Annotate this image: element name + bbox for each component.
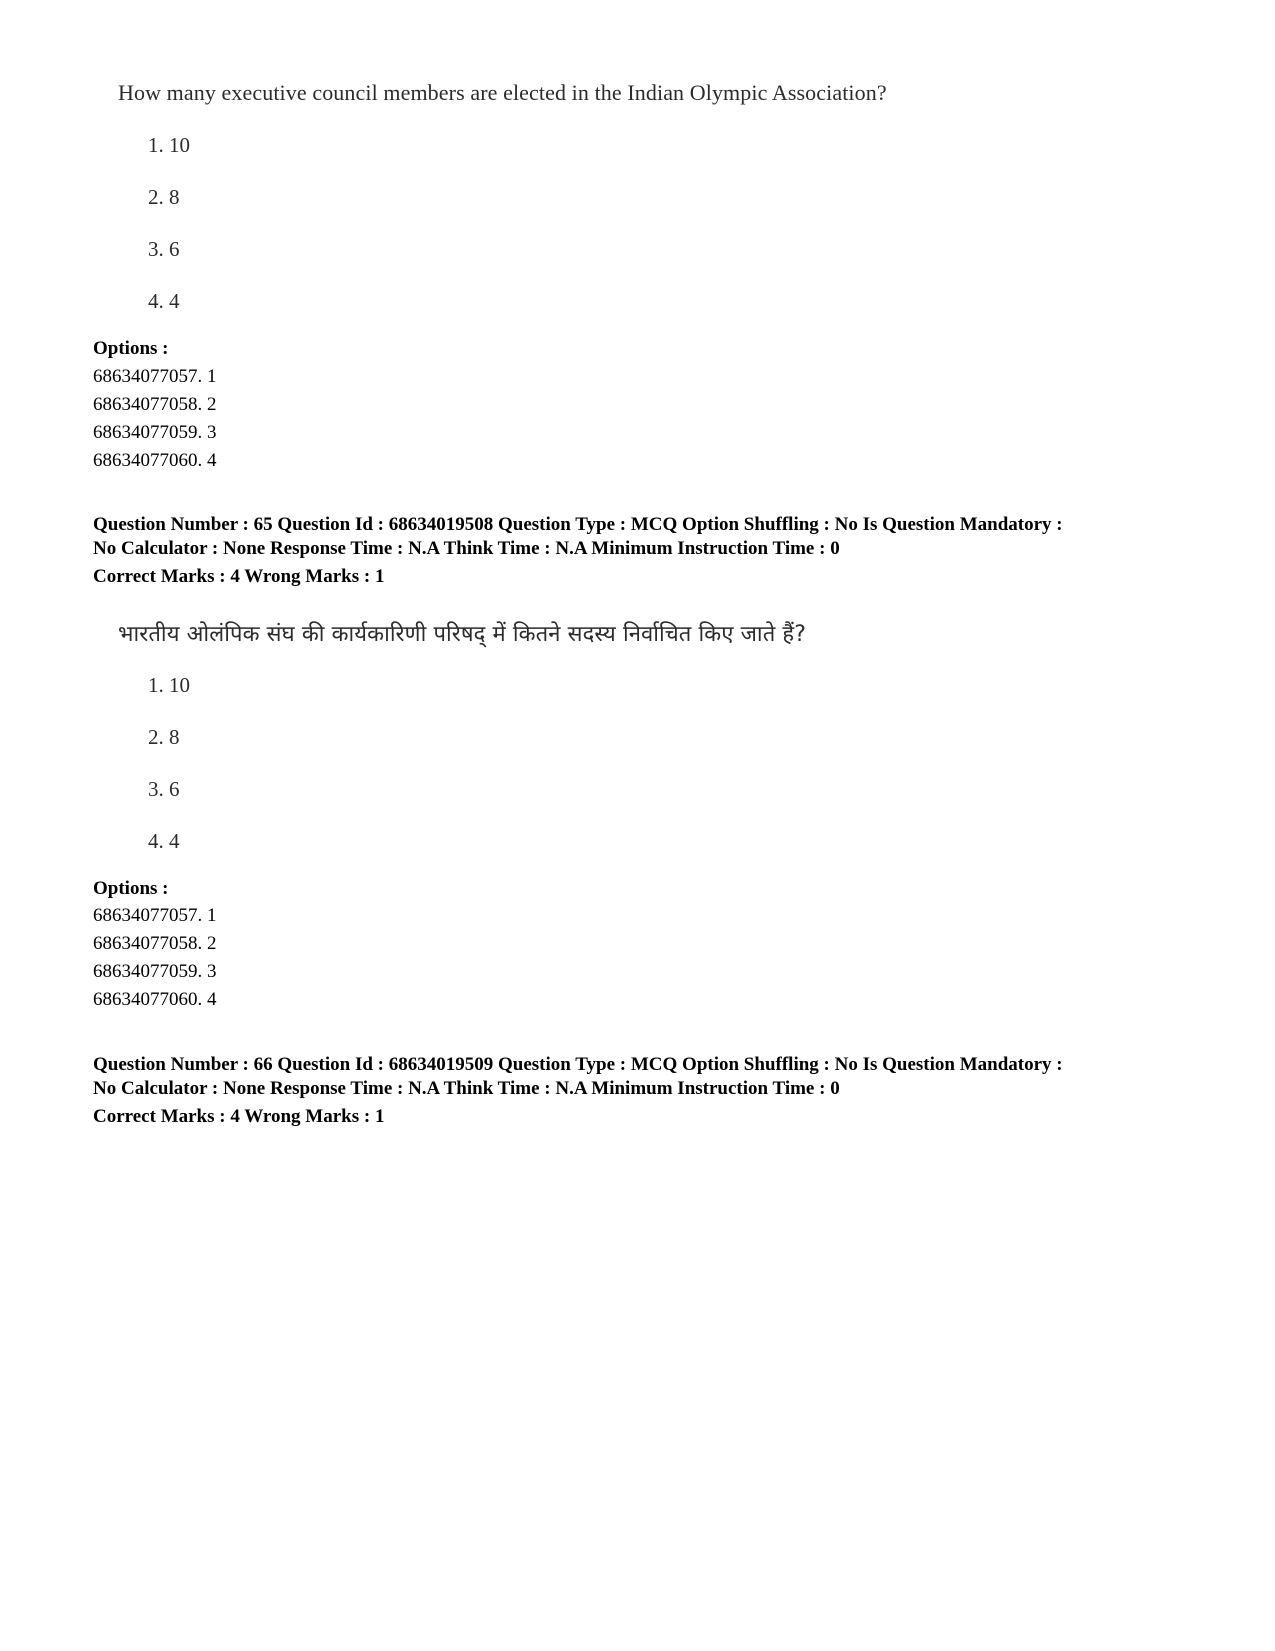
choice-1: 1. 10 (148, 673, 190, 697)
options-heading: Options : (93, 878, 169, 899)
option-line: 68634077060. 4 (93, 450, 217, 471)
option-line: 68634077060. 4 (93, 989, 217, 1010)
option-line: 68634077057. 1 (93, 905, 217, 926)
choice-4: 4. 4 (148, 829, 180, 853)
option-line: 68634077058. 2 (93, 394, 217, 415)
meta-line-3: Correct Marks : 4 Wrong Marks : 1 (93, 566, 385, 587)
meta-line-2: No Calculator : None Response Time : N.A Think Time : N.A Minimum Instruction Time : 0 (93, 1078, 840, 1099)
meta-line-3: Correct Marks : 4 Wrong Marks : 1 (93, 1106, 385, 1127)
choice-1: 1. 10 (148, 133, 190, 157)
choice-3: 3. 6 (148, 237, 180, 261)
option-line: 68634077059. 3 (93, 961, 217, 982)
choice-4: 4. 4 (148, 289, 180, 313)
question-meta-66 (93, 1053, 1193, 1129)
options-heading: Options : (93, 338, 169, 359)
meta-line-1: Question Number : 65 Question Id : 68634019508 Question Type : MCQ Option Shuffling : No Is Question Mandatory : (93, 514, 1063, 535)
choice-3: 3. 6 (148, 777, 180, 801)
choice-2: 2. 8 (148, 185, 180, 209)
meta-line-2: No Calculator : None Response Time : N.A Think Time : N.A Minimum Instruction Time : 0 (93, 538, 840, 559)
choice-2: 2. 8 (148, 725, 180, 749)
option-line: 68634077059. 3 (93, 422, 217, 443)
question-meta-65 (93, 513, 1193, 589)
option-line: 68634077057. 1 (93, 366, 217, 387)
option-line: 68634077058. 2 (93, 933, 217, 954)
question-text-english: How many executive council members are elected in the Indian Olympic Association? (118, 80, 887, 105)
meta-line-1: Question Number : 66 Question Id : 68634019509 Question Type : MCQ Option Shuffling : No Is Question Mandatory : (93, 1054, 1063, 1075)
question-text-hindi: भारतीय ओलंपिक संघ की कार्यकारिणी परिषद् में कितने सदस्य निर्वाचित किए जाते हैं? (118, 622, 806, 647)
